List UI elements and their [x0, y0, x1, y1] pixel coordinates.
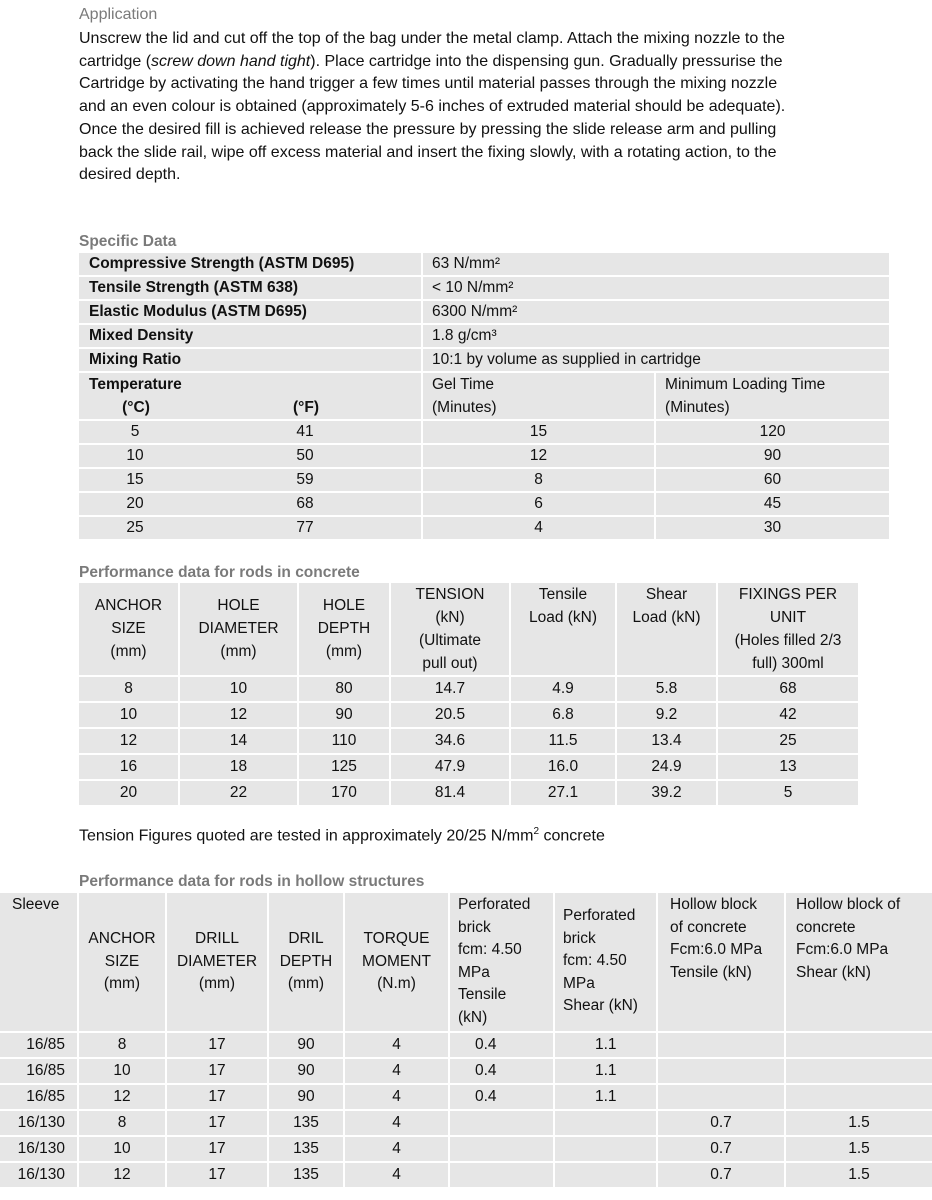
- hollow-cell: 17: [166, 1136, 268, 1162]
- temperature-cell: [79, 516, 422, 540]
- header-line: DEPTH: [279, 952, 333, 970]
- gel-time-value: 15: [422, 420, 655, 444]
- header-line: pull out): [422, 655, 478, 672]
- application-text: [79, 28, 869, 187]
- hollow-header-cell: [657, 893, 785, 1032]
- concrete-cell: 12: [79, 728, 179, 754]
- header-line: Shear (kN): [563, 997, 638, 1014]
- concrete-cell: 24.9: [616, 754, 717, 780]
- hollow-cell: [554, 1110, 657, 1136]
- header-line: Tensile (kN): [670, 963, 752, 981]
- application-line: cartridge (screw down hand tight). Place cartridge into the dispensing gun. Gradually pressurise the: [79, 52, 783, 70]
- concrete-cell: 20: [79, 780, 179, 806]
- temperature-row: [79, 468, 889, 492]
- hollow-cell: 17: [166, 1110, 268, 1136]
- hollow-cell: 135: [268, 1110, 344, 1136]
- temperature-row: [79, 516, 889, 540]
- hollow-cell: 16/85: [0, 1058, 78, 1084]
- spec-prop-row: [79, 253, 889, 276]
- header-line: Shear (kN): [796, 963, 871, 981]
- hollow-cell: [785, 1058, 932, 1084]
- header-line: Tensile: [538, 586, 588, 603]
- concrete-cell: 20.5: [390, 702, 510, 728]
- specific-data-heading: Specific Data: [79, 233, 177, 250]
- hollow-cell: 4: [344, 1162, 449, 1188]
- hollow-header-cell: [78, 893, 166, 1032]
- spec-prop-label: Compressive Strength (ASTM D695): [79, 253, 422, 276]
- header-line: brick: [563, 929, 596, 947]
- header-line: ANCHOR: [94, 597, 163, 614]
- gel-time-value: 8: [422, 468, 655, 492]
- hollow-heading: Performance data for rods in hollow structures: [79, 873, 425, 890]
- header-line: Perforated: [563, 907, 636, 924]
- concrete-header-cell: [298, 583, 390, 676]
- header-line: (mm): [103, 975, 141, 992]
- concrete-cell: 14.7: [390, 676, 510, 702]
- hollow-cell: [449, 1162, 554, 1188]
- spec-prop-label: Tensile Strength (ASTM 638): [79, 276, 422, 300]
- header-line: DIAMETER: [176, 952, 258, 970]
- hollow-cell: 1.5: [785, 1110, 932, 1136]
- header-line: TENSION: [415, 586, 485, 603]
- hollow-cell: 8: [78, 1032, 166, 1058]
- celsius-value: 5: [130, 423, 140, 440]
- min-loading-value: 30: [655, 516, 889, 540]
- hollow-cell: [449, 1136, 554, 1162]
- fahrenheit-value: 77: [296, 519, 314, 536]
- header-line: UNIT: [769, 609, 807, 626]
- hollow-row: [0, 1058, 932, 1084]
- concrete-cell: 16: [79, 754, 179, 780]
- hollow-cell: 90: [268, 1032, 344, 1058]
- header-line: (kN): [458, 1008, 488, 1026]
- concrete-cell: 6.8: [510, 702, 616, 728]
- hollow-cell: 4: [344, 1084, 449, 1110]
- header-line: Perforated: [458, 896, 531, 913]
- hollow-cell: [554, 1136, 657, 1162]
- spec-prop-label: Mixed Density: [79, 324, 422, 348]
- header-line: concrete: [796, 918, 856, 936]
- hollow-cell: 0.7: [657, 1110, 785, 1136]
- gel-time-unit: (Minutes): [432, 399, 497, 416]
- header-line: ANCHOR: [88, 930, 156, 947]
- application-heading: Application: [79, 6, 158, 23]
- concrete-cell: 4.9: [510, 676, 616, 702]
- fahrenheit-value: 50: [296, 447, 314, 464]
- concrete-cell: 22: [179, 780, 298, 806]
- spec-prop-value: 63 N/mm²: [422, 253, 889, 276]
- min-loading-value: 45: [655, 492, 889, 516]
- hollow-cell: 12: [78, 1162, 166, 1188]
- header-line: Sleeve: [12, 896, 60, 913]
- temperature-cell: [79, 468, 422, 492]
- hollow-cell: 90: [268, 1084, 344, 1110]
- hollow-cell: 1.5: [785, 1136, 932, 1162]
- header-line: Hollow block of: [796, 896, 901, 913]
- concrete-cell: 10: [79, 702, 179, 728]
- concrete-cell: 18: [179, 754, 298, 780]
- hollow-cell: 1.1: [554, 1058, 657, 1084]
- hollow-cell: 17: [166, 1084, 268, 1110]
- hollow-header-row: [0, 893, 932, 1032]
- concrete-cell: 12: [179, 702, 298, 728]
- concrete-row: [79, 728, 858, 754]
- hollow-cell: 0.4: [449, 1084, 554, 1110]
- hollow-cell: [657, 1084, 785, 1110]
- hollow-cell: 1.1: [554, 1032, 657, 1058]
- header-line: DIAMETER: [198, 620, 279, 637]
- hollow-cell: 1.1: [554, 1084, 657, 1110]
- min-loading-value: 120: [655, 420, 889, 444]
- min-loading-label: Minimum Loading Time: [665, 376, 826, 393]
- hollow-header-cell: [785, 893, 932, 1032]
- application-line: back the slide rail, wipe off excess material and insert the fixing slowly, with a rotating action, to the: [79, 143, 777, 161]
- header-line: HOLE: [322, 597, 366, 614]
- spec-prop-row: [79, 276, 889, 300]
- hollow-cell: 10: [78, 1136, 166, 1162]
- spec-prop-value: < 10 N/mm²: [422, 276, 889, 300]
- concrete-cell: 110: [298, 728, 390, 754]
- hollow-cell: 90: [268, 1058, 344, 1084]
- fahrenheit-label: (°F): [293, 399, 319, 416]
- min-loading-unit: (Minutes): [665, 399, 730, 416]
- hollow-cell: 17: [166, 1162, 268, 1188]
- hollow-cell: 0.4: [449, 1032, 554, 1058]
- concrete-cell: 125: [298, 754, 390, 780]
- concrete-cell: 34.6: [390, 728, 510, 754]
- concrete-cell: 170: [298, 780, 390, 806]
- specific-data-table: [79, 253, 889, 541]
- concrete-header-cell: [510, 583, 616, 676]
- hollow-cell: 0.7: [657, 1136, 785, 1162]
- concrete-cell: 11.5: [510, 728, 616, 754]
- concrete-cell: 81.4: [390, 780, 510, 806]
- fahrenheit-value: 41: [296, 423, 314, 440]
- header-line: MOMENT: [362, 952, 431, 970]
- gel-time-value: 12: [422, 444, 655, 468]
- concrete-header-cell: [79, 583, 179, 676]
- header-line: brick: [458, 918, 491, 936]
- hollow-row: [0, 1136, 932, 1162]
- concrete-cell: 80: [298, 676, 390, 702]
- concrete-header-cell: [717, 583, 858, 676]
- hollow-row: [0, 1084, 932, 1110]
- hollow-header-cell: [166, 893, 268, 1032]
- temperature-cell: [79, 492, 422, 516]
- header-line: Hollow block: [670, 896, 758, 913]
- min-loading-value: 90: [655, 444, 889, 468]
- celsius-label: (°C): [122, 399, 150, 416]
- celsius-value: 25: [126, 519, 144, 536]
- spec-prop-label: Elastic Modulus (ASTM D695): [79, 300, 422, 324]
- hollow-cell: 16/85: [0, 1084, 78, 1110]
- hollow-cell: [554, 1162, 657, 1188]
- celsius-value: 20: [126, 495, 144, 512]
- hollow-table: [0, 893, 932, 1189]
- header-line: Load (kN): [632, 609, 701, 626]
- min-loading-value: 60: [655, 468, 889, 492]
- temperature-row: [79, 420, 889, 444]
- concrete-header-cell: [616, 583, 717, 676]
- hollow-header-cell: [268, 893, 344, 1032]
- hollow-cell: 8: [78, 1110, 166, 1136]
- concrete-row: [79, 676, 858, 702]
- concrete-cell: 39.2: [616, 780, 717, 806]
- header-line: fcm: 4.50: [563, 952, 627, 969]
- application-line: Once the desired fill is achieved release the pressure by pressing the slide release arm and pulling: [79, 120, 777, 138]
- header-line: SIZE: [111, 620, 146, 637]
- concrete-cell: 68: [717, 676, 858, 702]
- spec-prop-row: [79, 324, 889, 348]
- header-line: Fcm:6.0 MPa: [796, 941, 889, 958]
- temperature-row: [79, 444, 889, 468]
- concrete-cell: 10: [179, 676, 298, 702]
- hollow-cell: 16/85: [0, 1032, 78, 1058]
- header-line: (kN): [435, 609, 465, 626]
- concrete-cell: 16.0: [510, 754, 616, 780]
- temperature-cell: [79, 420, 422, 444]
- fahrenheit-value: 68: [296, 495, 314, 512]
- header-line: (mm): [198, 975, 236, 992]
- spec-prop-value: 10:1 by volume as supplied in cartridge: [422, 348, 889, 372]
- gel-time-value: 4: [422, 516, 655, 540]
- application-line: and an even colour is obtained (approximately 5-6 inches of extruded material should be adequate).: [79, 98, 786, 116]
- hollow-cell: 10: [78, 1058, 166, 1084]
- application-line: desired depth.: [79, 166, 181, 184]
- concrete-row: [79, 754, 858, 780]
- hollow-cell: 1.5: [785, 1162, 932, 1188]
- temperature-label: Temperature: [89, 376, 182, 393]
- temperature-row: [79, 492, 889, 516]
- hollow-cell: 17: [166, 1032, 268, 1058]
- header-line: (mm): [220, 643, 257, 660]
- fahrenheit-value: 59: [296, 471, 314, 488]
- concrete-cell: 5.8: [616, 676, 717, 702]
- hollow-cell: [449, 1110, 554, 1136]
- header-line: DRILL: [195, 930, 239, 947]
- header-line: DRIL: [288, 930, 324, 947]
- concrete-cell: 90: [298, 702, 390, 728]
- hollow-cell: 4: [344, 1058, 449, 1084]
- hollow-header-cell: [554, 893, 657, 1032]
- concrete-cell: 8: [79, 676, 179, 702]
- hollow-cell: 16/130: [0, 1110, 78, 1136]
- header-line: MPa: [563, 974, 595, 992]
- header-line: Fcm:6.0 MPa: [670, 941, 763, 958]
- concrete-cell: 47.9: [390, 754, 510, 780]
- header-line: MPa: [458, 963, 490, 981]
- gel-time-label: Gel Time: [432, 376, 495, 393]
- hollow-row: [0, 1032, 932, 1058]
- header-line: Tensile: [458, 986, 507, 1003]
- header-line: Shear: [645, 586, 688, 603]
- spec-prop-value: 6300 N/mm²: [422, 300, 889, 324]
- concrete-heading: Performance data for rods in concrete: [79, 564, 360, 581]
- concrete-header-cell: [390, 583, 510, 676]
- header-line: SIZE: [104, 952, 140, 970]
- application-line: Unscrew the lid and cut off the top of the bag under the metal clamp. Attach the mixing nozzle to the: [79, 30, 785, 47]
- spec-prop-row: [79, 348, 889, 372]
- hollow-cell: 4: [344, 1110, 449, 1136]
- header-line: (Holes filled 2/3: [734, 632, 842, 649]
- header-line: Load (kN): [528, 609, 598, 626]
- concrete-cell: 5: [717, 780, 858, 806]
- hollow-header-cell: [344, 893, 449, 1032]
- header-line: fcm: 4.50: [458, 941, 522, 958]
- spec-prop-row: [79, 300, 889, 324]
- concrete-cell: 9.2: [616, 702, 717, 728]
- hollow-cell: 16/130: [0, 1136, 78, 1162]
- temperature-header-row: [79, 372, 889, 420]
- hollow-cell: [657, 1058, 785, 1084]
- gel-time-value: 6: [422, 492, 655, 516]
- hollow-row: [0, 1110, 932, 1136]
- hollow-cell: [657, 1032, 785, 1058]
- hollow-cell: 12: [78, 1084, 166, 1110]
- hollow-cell: [785, 1084, 932, 1110]
- celsius-value: 10: [126, 447, 144, 464]
- hollow-cell: 4: [344, 1136, 449, 1162]
- hollow-cell: 0.7: [657, 1162, 785, 1188]
- hollow-cell: 16/130: [0, 1162, 78, 1188]
- concrete-cell: 13.4: [616, 728, 717, 754]
- celsius-value: 15: [126, 471, 144, 488]
- spec-prop-value: 1.8 g/cm³: [422, 324, 889, 348]
- hollow-cell: 135: [268, 1162, 344, 1188]
- application-line: Cartridge by activating the hand trigger a few times until material passes through the mixing nozzle: [79, 75, 778, 93]
- header-line: DEPTH: [317, 620, 371, 637]
- header-line: FIXINGS PER: [738, 586, 838, 603]
- concrete-cell: 27.1: [510, 780, 616, 806]
- concrete-row: [79, 702, 858, 728]
- hollow-cell: 135: [268, 1136, 344, 1162]
- hollow-header-cell: [0, 893, 78, 1032]
- hollow-cell: 4: [344, 1032, 449, 1058]
- header-line: (Ultimate: [418, 632, 481, 649]
- concrete-cell: 42: [717, 702, 858, 728]
- header-line: full) 300ml: [752, 655, 824, 672]
- header-line: (mm): [325, 643, 363, 660]
- concrete-table: [79, 583, 858, 807]
- hollow-row: [0, 1162, 932, 1188]
- hollow-cell: 0.4: [449, 1058, 554, 1084]
- header-line: HOLE: [217, 597, 260, 614]
- concrete-header-cell: [179, 583, 298, 676]
- concrete-cell: 14: [179, 728, 298, 754]
- concrete-cell: 25: [717, 728, 858, 754]
- header-line: of concrete: [670, 918, 747, 936]
- header-line: (mm): [110, 643, 147, 660]
- tension-note: Tension Figures quoted are tested in approximately 20/25 $N/mm^2$ concrete: [79, 826, 605, 845]
- hollow-cell: [785, 1032, 932, 1058]
- hollow-cell: 17: [166, 1058, 268, 1084]
- header-line: TORQUE: [363, 930, 430, 947]
- temperature-cell: [79, 444, 422, 468]
- hollow-header-cell: [449, 893, 554, 1032]
- header-line: (N.m): [377, 975, 416, 992]
- concrete-cell: 13: [717, 754, 858, 780]
- header-line: (mm): [287, 975, 325, 992]
- concrete-header-row: [79, 583, 858, 676]
- concrete-row: [79, 780, 858, 806]
- spec-prop-label: Mixing Ratio: [79, 348, 422, 372]
